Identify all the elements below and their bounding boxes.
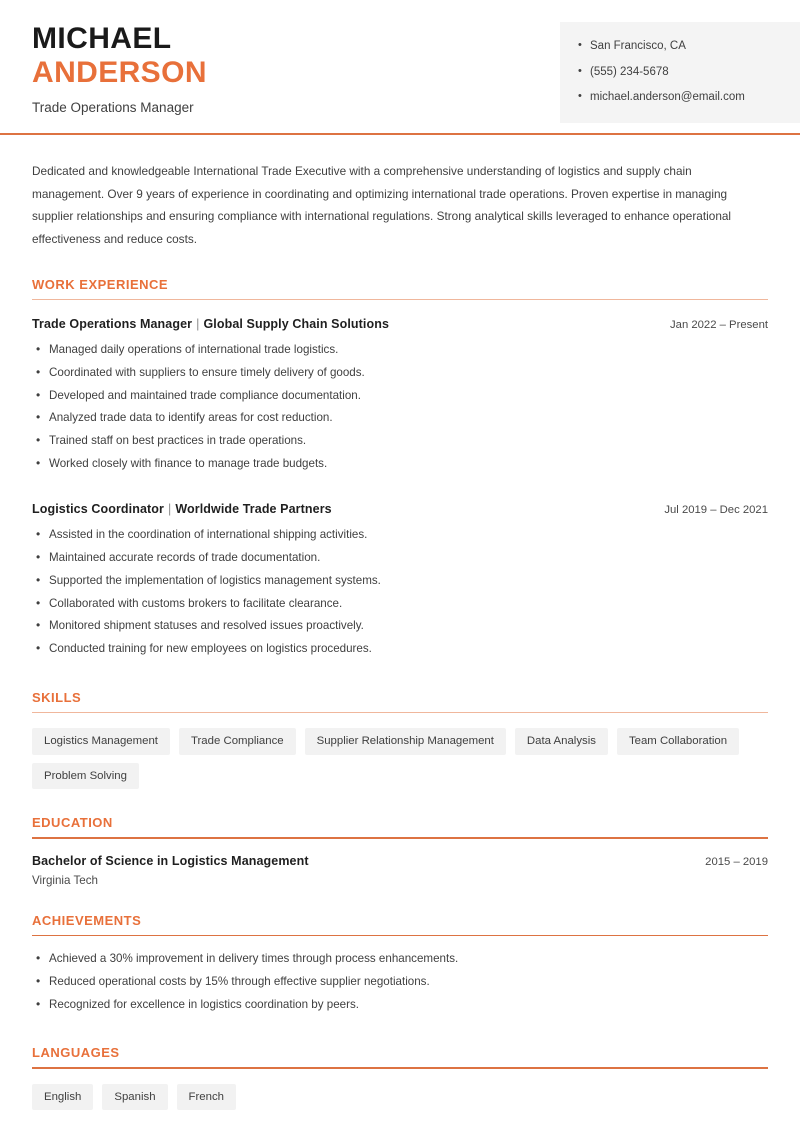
resume-header [0, 0, 800, 134]
language-tag: French [177, 1084, 236, 1111]
section-title-work-experience: WORK EXPERIENCE [32, 276, 169, 292]
section-divider-education [32, 837, 768, 839]
skill-tag: Team Collaboration [617, 728, 739, 755]
list-item: • Analyzed trade data to identify areas for cost reduction. [32, 410, 768, 433]
contact-list [578, 34, 800, 111]
education-date: 2015 – 2019 [705, 855, 768, 868]
skill-tag: Data Analysis [515, 728, 608, 755]
contact-item-email[interactable]: • michael.anderson@email.com [578, 85, 800, 111]
list-item: • Managed daily operations of international trade logistics. [32, 342, 768, 365]
list-item: • Developed and maintained trade compliance documentation. [32, 388, 768, 411]
education-entry [32, 854, 768, 887]
last-name: ANDERSON [32, 55, 207, 89]
work-entry-date: Jan 2022 – Present [670, 319, 768, 332]
language-tag: English [32, 1084, 93, 1111]
professional-summary: Dedicated and knowledgeable International Trade Executive with a comprehensive understanding of logistics and supply chain management. Over 9 years of experience in coordinating and optimizing international trade operations. Proven expertise in managing supplier relationships and ensuring compliance with international regulations. Strong analytical skills leveraged to enhance operational effectiveness and reduce costs. [32, 164, 732, 246]
list-item: • Achieved a 30% improvement in delivery times through process enhancements. [32, 951, 768, 974]
section-title-skills: SKILLS [32, 689, 82, 705]
list-item: • Worked closely with finance to manage trade budgets. [32, 456, 768, 479]
list-item: • Recognized for excellence in logistics coordination by peers. [32, 997, 768, 1020]
achievements-bullets [32, 951, 768, 1019]
section-languages [32, 1045, 768, 1110]
header-job-title: Trade Operations Manager [32, 99, 194, 115]
resume-body [0, 160, 800, 1110]
section-title-languages: LANGUAGES [32, 1045, 120, 1061]
work-entry-company: Worldwide Trade Partners [175, 502, 332, 517]
skill-tag: Logistics Management [32, 728, 170, 755]
section-divider-skills [32, 712, 768, 714]
section-work-experience [32, 277, 768, 664]
work-entry-company: Global Supply Chain Solutions [203, 317, 389, 332]
work-entry-role: Trade Operations Manager [32, 317, 193, 332]
work-entry-header [32, 315, 768, 333]
work-entry-bullets [32, 342, 768, 478]
list-item: • Conducted training for new employees on logistics procedures. [32, 641, 768, 664]
list-item: • Supported the implementation of logistics management systems. [32, 573, 768, 596]
work-entry-date: Jul 2019 – Dec 2021 [664, 504, 768, 517]
work-entry-title-line [32, 500, 332, 518]
work-entry-separator: | [196, 317, 200, 332]
list-item: • Coordinated with suppliers to ensure timely delivery of goods. [32, 365, 768, 388]
language-tag: Spanish [102, 1084, 167, 1111]
work-entry-title-line [32, 315, 389, 333]
work-entry-header [32, 500, 768, 518]
languages-tag-row [32, 1084, 768, 1111]
section-achievements [32, 913, 768, 1020]
list-item: • Trained staff on best practices in trade operations. [32, 433, 768, 456]
work-entry-bullets [32, 527, 768, 663]
education-entry-header [32, 854, 768, 868]
contact-box [560, 22, 800, 123]
section-divider-languages [32, 1067, 768, 1069]
list-item: • Monitored shipment statuses and resolved issues proactively. [32, 618, 768, 641]
work-entry [32, 315, 768, 478]
list-item: • Maintained accurate records of trade documentation. [32, 550, 768, 573]
section-skills [32, 690, 768, 790]
education-school: Virginia Tech [32, 873, 98, 887]
list-item: • Reduced operational costs by 15% through effective supplier negotiations. [32, 974, 768, 997]
work-entry [32, 500, 768, 663]
section-title-achievements: ACHIEVEMENTS [32, 912, 142, 928]
skill-tag: Supplier Relationship Management [305, 728, 506, 755]
contact-item-phone[interactable]: • (555) 234-5678 [578, 60, 800, 86]
skill-tag: Trade Compliance [179, 728, 296, 755]
contact-item-location: • San Francisco, CA [578, 34, 800, 60]
header-divider [0, 133, 800, 135]
work-entry-separator: | [167, 502, 172, 517]
section-title-education: EDUCATION [32, 815, 113, 831]
skill-tag: Problem Solving [32, 763, 139, 790]
work-entry-role: Logistics Coordinator [32, 502, 164, 517]
list-item: • Assisted in the coordination of international shipping activities. [32, 527, 768, 550]
first-name: MICHAEL [32, 22, 172, 55]
list-item: • Collaborated with customs brokers to facilitate clearance. [32, 596, 768, 619]
section-divider-work-experience [32, 299, 768, 301]
skills-tag-row [32, 728, 768, 789]
education-degree: Bachelor of Science in Logistics Management [32, 853, 309, 868]
section-education [32, 815, 768, 887]
identity-block [0, 0, 207, 115]
section-divider-achievements [32, 935, 768, 937]
